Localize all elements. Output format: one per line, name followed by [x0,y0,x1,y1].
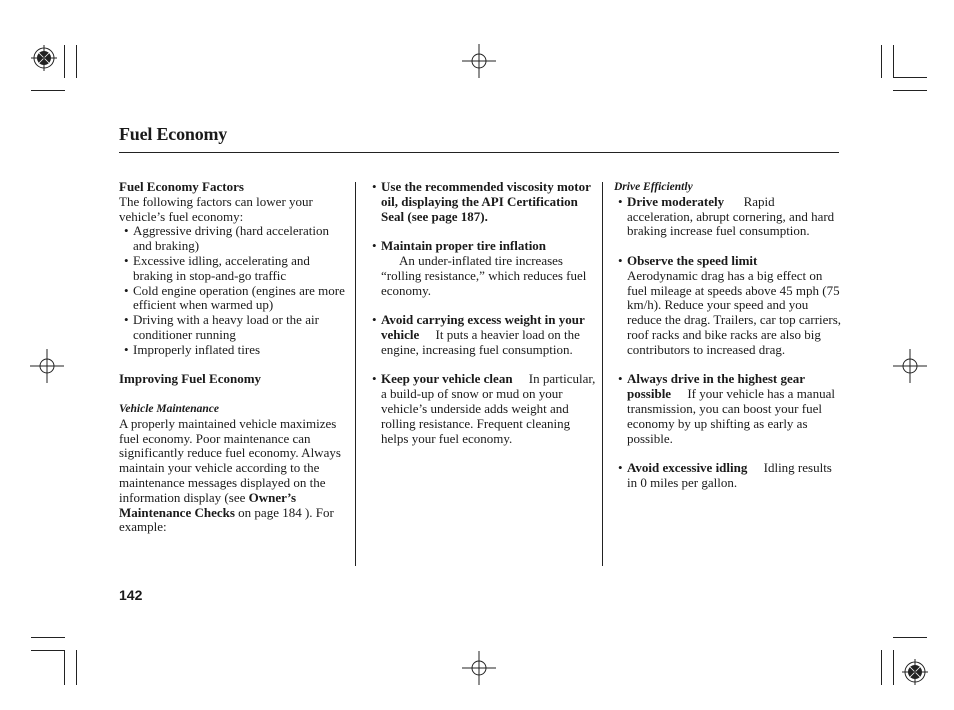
list-item-text: An under-inflated tire increases “rolling resistance,” which reduces fuel economy. [381,252,587,298]
list-item: • Aggressive driving (hard acceleration and braking) [124,223,330,254]
title-rule [119,152,839,153]
column-divider [602,182,603,566]
maintenance-subheading: Vehicle Maintenance [119,402,219,415]
list-item: • Keep your vehicle clean In particular, a build-up of snow or mud on your vehicle’s underside adds weight and rolling resistance. Frequent cleaning helps your fuel economy. [372,371,596,446]
registration-target-icon [899,656,931,688]
page-number: 142 [119,587,143,603]
list-item: • Cold engine operation (engines are more efficient when warmed up) [124,282,345,313]
factors-intro: The following factors can lower your vehicle’s fuel economy: [119,193,313,224]
registration-target-icon [28,42,60,74]
list-item: • Observe the speed limit Aerodynamic drag has a big effect on fuel mileage at speeds above 45 mph (75 km/h). Reduce your speed and you reduce the drag. Trailers, car top carriers, roof racks and bike racks are also big contributors to increased drag. [618,252,842,357]
list-item: • Avoid carrying excess weight in your vehicle It puts a heavier load on the engine, increasing fuel consumption. [372,312,585,357]
crosshair-icon [462,651,496,685]
column-divider [355,182,356,566]
factors-heading: Fuel Economy Factors [119,179,244,194]
improving-heading: Improving Fuel Economy [119,371,262,387]
crosshair-icon [30,349,64,383]
list-item: • Drive moderately Rapid acceleration, abrupt cornering, and hard braking increase fuel consumption. [618,193,835,239]
list-item: • Maintain proper tire inflation [372,238,547,254]
maintenance-text: A properly maintained vehicle maximizes fuel economy. Poor maintenance can significantly reduce fuel economy. Always maintain your vehicle according to the maintenance messages displayed on the information display (see Owner’s Maintenance Checks on page 184 ). For example: [119,415,341,535]
crosshair-icon [462,44,496,78]
column-left [119,180,351,535]
drive-efficiently-subheading: Drive Efficiently [614,181,693,193]
list-item: • Driving with a heavy load or the air conditioner running [124,312,319,342]
factors-list [119,224,351,357]
list-item: • Avoid excessive idling Idling results in 0 miles per gallon. [618,460,832,490]
list-item: • Excessive idling, accelerating and braking in stop-and-go traffic [124,252,310,283]
crosshair-icon [893,349,927,383]
page-title: Fuel Economy [119,124,228,144]
column-right [614,180,842,491]
maintenance-link[interactable]: Owner’s Maintenance Checks [119,489,297,520]
column-middle [372,180,596,446]
list-item: • Always drive in the highest gear possible If your vehicle has a manual transmission, you can boost your fuel economy by up shifting as early as possible. [618,371,835,446]
list-item: • Use the recommended viscosity motor oil, displaying the API Certification Seal (see page 187). [372,179,591,224]
list-item: • Improperly inflated tires [124,341,261,357]
